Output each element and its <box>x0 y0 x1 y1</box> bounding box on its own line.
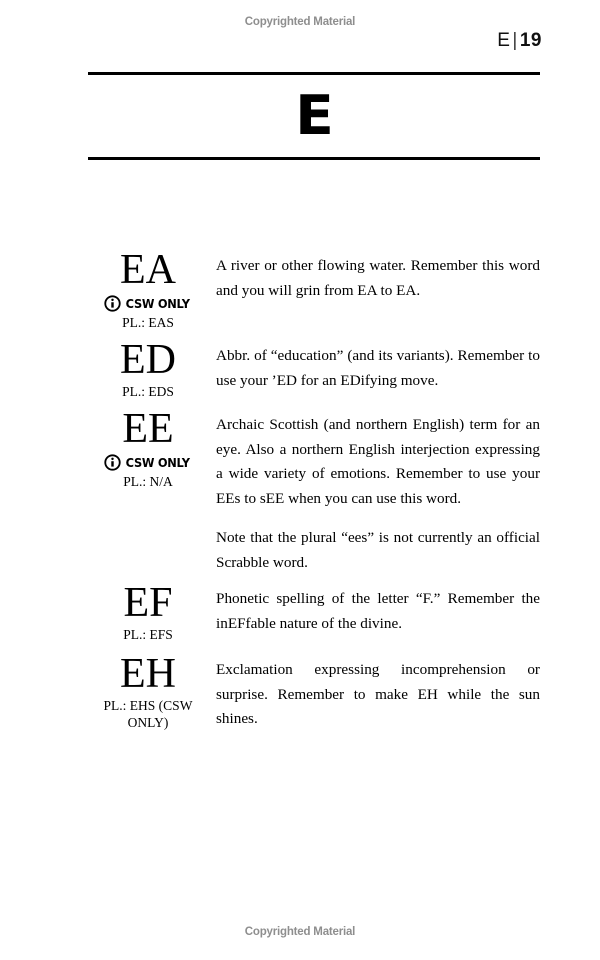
entry-headword-column <box>88 652 208 732</box>
chapter-rule-bottom <box>88 157 540 160</box>
csw-only-badge <box>88 454 208 471</box>
entry-headword-column <box>88 407 208 491</box>
csw-only-label: CSW ONLY <box>125 455 191 470</box>
plural-form: PL.: EFS <box>123 627 173 643</box>
definition-text: Note that the plural “ees” is not currently an official Scrabble word. <box>216 529 540 571</box>
entry-eh <box>88 652 540 732</box>
headword: EE <box>122 406 174 453</box>
entry-definition-column <box>208 248 540 303</box>
plural-form: PL.: EAS <box>122 315 174 331</box>
info-circle-icon <box>104 295 121 312</box>
plural-form: PL.: EDS <box>122 384 174 400</box>
entry-headword-column <box>88 338 208 401</box>
entry-headword-column <box>88 248 208 332</box>
plural-form: PL.: N/A <box>123 474 173 490</box>
definition-text: A river or other flowing water. Remember this word and you will grin from EA to EA. <box>216 257 540 299</box>
headword: EF <box>123 580 173 627</box>
entry-ea <box>88 248 540 332</box>
folio-letter: E <box>497 30 511 51</box>
folio-separator: | <box>512 30 518 51</box>
folio <box>497 30 542 52</box>
copyright-notice-top: Copyrighted Material <box>244 16 356 28</box>
chapter-letter-wrap <box>88 75 540 157</box>
headword: EH <box>120 651 176 698</box>
copyright-notice-bottom: Copyrighted Material <box>244 926 356 938</box>
entry-definition-column <box>208 338 540 393</box>
plural-form: PL.: EHS (CSW ONLY) <box>103 698 193 731</box>
entry-list <box>88 248 540 732</box>
definition-text: Archaic Scottish (and northern English) term for an eye. Also a northern English interjection expressing a wide variety of emotions. Remember to use your EEs to sEE when you can use this word. <box>216 416 540 507</box>
headword: ED <box>120 337 176 384</box>
entry-headword-column <box>88 581 208 644</box>
chapter-opener <box>88 72 540 160</box>
running-head <box>0 16 600 51</box>
entry-definition-column <box>208 581 540 636</box>
chapter-letter: E <box>294 84 334 147</box>
entry-ef <box>88 581 540 644</box>
headword: EA <box>120 247 176 293</box>
entry-ee <box>88 407 540 575</box>
csw-only-label: CSW ONLY <box>125 296 191 311</box>
csw-only-badge <box>88 295 208 312</box>
definition-text: Abbr. of “education” (and its variants). Remember to use your ’ED for an EDifying move. <box>216 347 540 389</box>
definition-text: Phonetic spelling of the letter “F.” Remember the inEFfable nature of the divine. <box>216 590 540 632</box>
entry-definition-column <box>208 652 540 732</box>
info-circle-icon <box>104 454 121 471</box>
entry-ed <box>88 338 540 401</box>
entry-definition-column <box>208 407 540 575</box>
folio-page-number: 19 <box>519 30 542 51</box>
definition-text: Exclamation expressing incomprehension or surprise. Remember to make EH while the sun shines. <box>216 661 540 728</box>
